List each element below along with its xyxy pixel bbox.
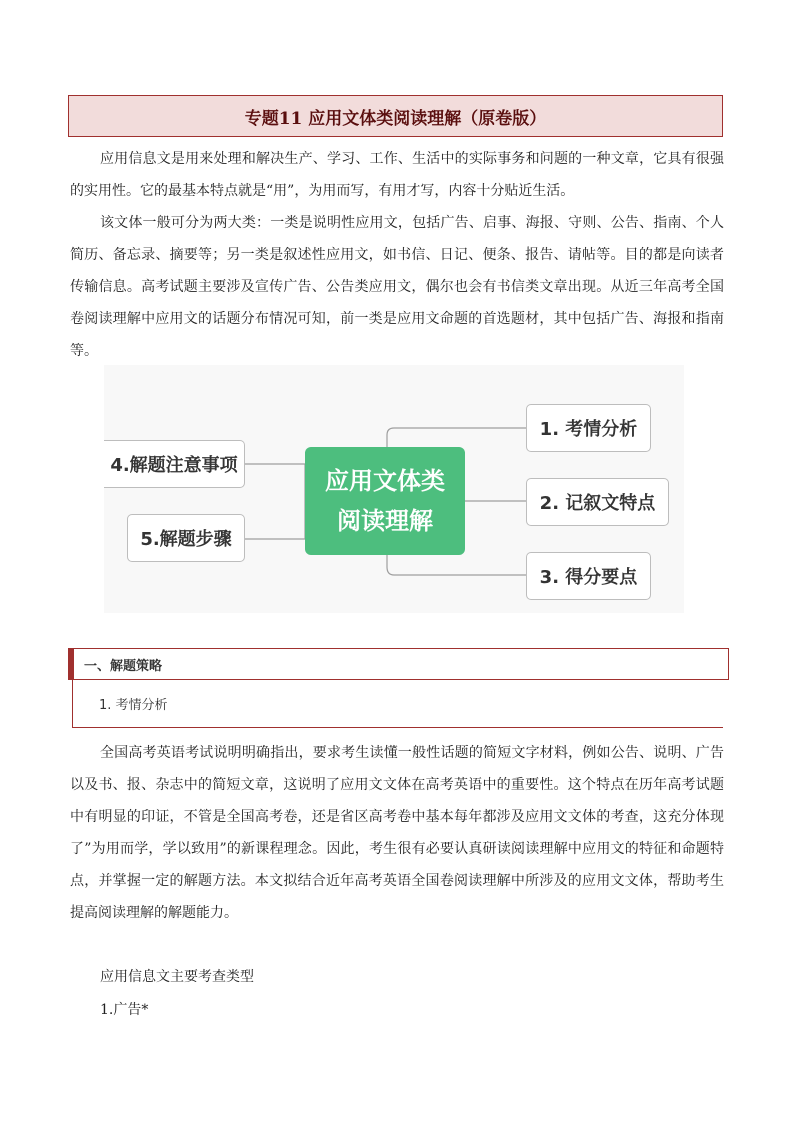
mind-map-node-4: 4.解题注意事项 <box>104 440 245 488</box>
mind-map-node-1: 1. 考情分析 <box>526 404 651 452</box>
intro-paragraph-1: 应用信息文是用来处理和解决生产、学习、工作、生活中的实际事务和问题的一种文章，它具有很强的实用性。它的最基本特点就是“用”，为用而写，有用才写，内容十分贴近生活。 <box>70 151 724 199</box>
page-title: 专题11 应用文体类阅读理解（原卷版） <box>68 95 723 137</box>
mind-map-node-3: 3. 得分要点 <box>526 552 651 600</box>
connector-left-2 <box>245 501 305 539</box>
mind-map <box>104 365 684 613</box>
mind-map-node-2: 2. 记叙文特点 <box>526 478 669 526</box>
mind-map-node-5: 5.解题步骤 <box>127 514 245 562</box>
section-heading: 一、解题策略 <box>68 648 729 680</box>
intro-paragraph-2: 该文体一般可分为两大类：一类是说明性应用文，包括广告、启事、海报、守则、公告、指南、个人简历、备忘录、摘要等；另一类是叙述性应用文，如书信、日记、便条、报告、请帖等。目的都是向读者传输信息。高考试题主要涉及宣传广告、公告类应用文，偶尔也会有书信类文章出现。从近三年高考全国卷阅读理解中应用文的话题分布情况可知，前一类是应用文命题的首选题材，其中包括广告、海报和指南等。 <box>70 215 724 359</box>
connector-left-1 <box>245 464 305 501</box>
body-paragraph: 全国高考英语考试说明明确指出，要求考生读懂一般性话题的简短文字材料，例如公告、说明、广告以及书、报、杂志中的简短文章，这说明了应用文文体在高考英语中的重要性。这个特点在历年高考试题中有明显的印证，不管是全国高考卷，还是省区高考卷中基本每年都涉及应用文文体的考查，这充分体现了”为用而学，学以致用”的新课程理念。因此，考生很有必要认真研读阅读理解中应用文的特征和命题特点，并掌握一定的解题方法。本文拟结合近年高考英语全国卷阅读理解中所涉及的应用文文体，帮助考生提高阅读理解的解题能力。 <box>70 745 724 921</box>
mind-map-center <box>305 447 465 555</box>
types-heading: 应用信息文主要考查类型 <box>100 969 254 985</box>
subsection-heading: 1. 考情分析 <box>72 680 723 728</box>
center-line-1: 应用文体类 <box>325 467 445 495</box>
center-line-2: 阅读理解 <box>337 507 433 535</box>
type-item-1: 1.广告* <box>100 1002 149 1018</box>
